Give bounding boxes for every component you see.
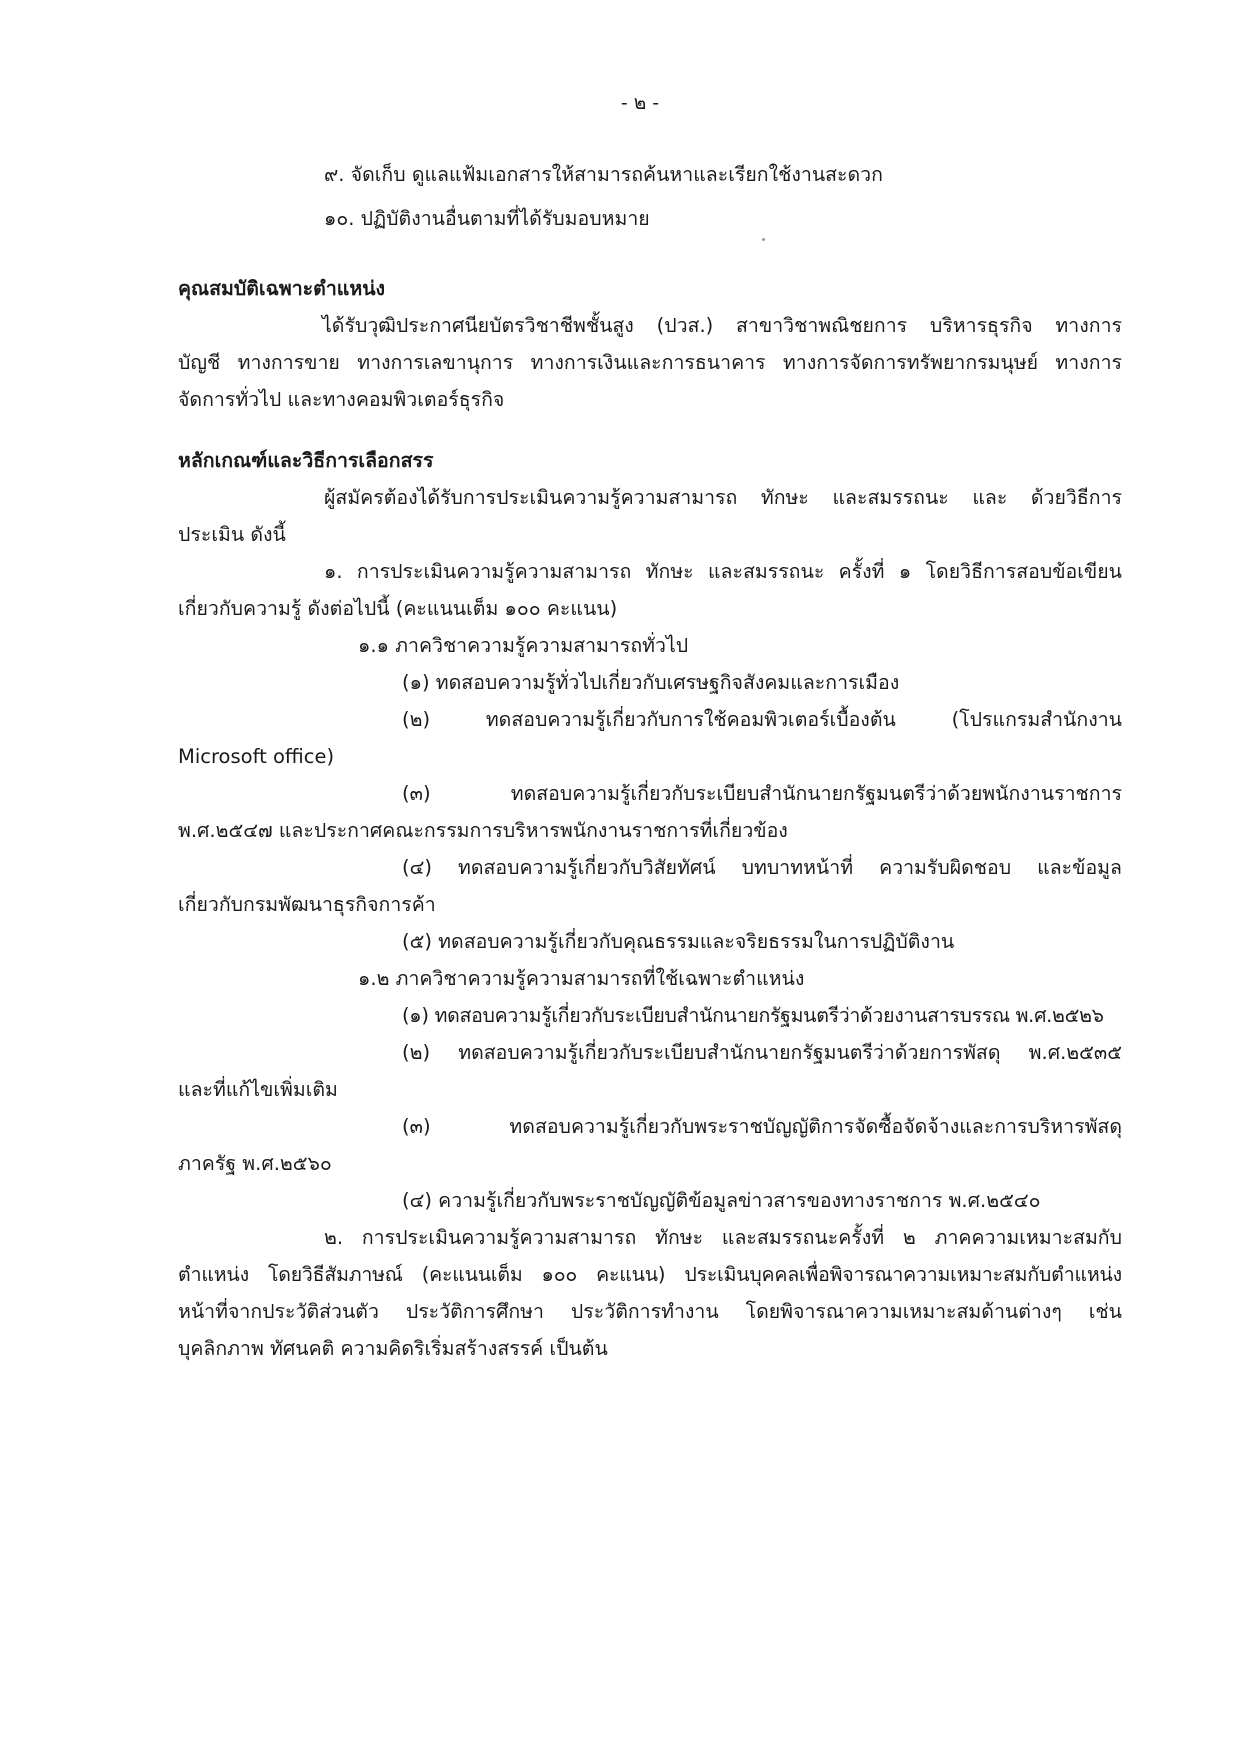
- section-1-2-item-3-line-1: (๓) ทดสอบความรู้เกี่ยวกับพระราชบัญญัติการจัดซื้อจัดจ้างและการบริหารพัสดุ: [402, 1115, 1122, 1138]
- part2-line-1: ๒. การประเมินความรู้ความสามารถ ทักษะ และสมรรถนะครั้งที่ ๒ ภาคความเหมาะสมกับ: [324, 1226, 1122, 1249]
- part1-line-1: ๑. การประเมินความรู้ความสามารถ ทักษะ และสมรรถนะ ครั้งที่ ๑ โดยวิธีการสอบข้อเขียน: [324, 560, 1122, 583]
- qualifications-heading: คุณสมบัติเฉพาะตำแหน่ง: [178, 277, 386, 300]
- section-1-2-item-3-line-2: ภาครัฐ พ.ศ.๒๕๖๐: [178, 1152, 332, 1175]
- selection-intro-line-1: ผู้สมัครต้องได้รับการประเมินความรู้ความสามารถ ทักษะ และสมรรถนะ และ ด้วยวิธีการ: [324, 486, 1122, 509]
- scan-speck: [762, 238, 765, 241]
- section-1-1-item-5: (๕) ทดสอบความรู้เกี่ยวกับคุณธรรมและจริยธรรมในการปฏิบัติงาน: [402, 930, 955, 953]
- section-1-1-title: ๑.๑ ภาควิชาความรู้ความสามารถทั่วไป: [358, 634, 689, 657]
- section-1-1-item-2-line-1: (๒) ทดสอบความรู้เกี่ยวกับการใช้คอมพิวเตอร์เบื้องต้น (โปรแกรมสำนักงาน: [402, 708, 1122, 731]
- section-1-1-item-4-line-1: (๔) ทดสอบความรู้เกี่ยวกับวิสัยทัศน์ บทบาทหน้าที่ ความรับผิดชอบ และข้อมูล: [402, 856, 1122, 879]
- section-1-2-item-2-line-1: (๒) ทดสอบความรู้เกี่ยวกับระเบียบสำนักนายกรัฐมนตรีว่าด้วยการพัสดุ พ.ศ.๒๕๓๕: [402, 1041, 1122, 1064]
- part2-line-2: ตำแหน่ง โดยวิธีสัมภาษณ์ (คะแนนเต็ม ๑๐๐ คะแนน) ประเมินบุคคลเพื่อพิจารณาความเหมาะสมกับตำแหน่ง: [178, 1263, 1122, 1286]
- section-1-1-item-3-line-1: (๓) ทดสอบความรู้เกี่ยวกับระเบียบสำนักนายกรัฐมนตรีว่าด้วยพนักงานราชการ: [402, 782, 1122, 805]
- section-1-1-item-2-line-2: Microsoft office): [178, 745, 335, 768]
- qualifications-line-1: ได้รับวุฒิประกาศนียบัตรวิชาชีพชั้นสูง (ปวส.) สาขาวิชาพณิชยการ บริหารธุรกิจ ทางการ: [322, 314, 1122, 337]
- selection-heading: หลักเกณฑ์และวิธีการเลือกสรร: [178, 449, 434, 472]
- section-1-2-title: ๑.๒ ภาควิชาความรู้ความสามารถที่ใช้เฉพาะตำแหน่ง: [358, 967, 805, 990]
- section-1-2-item-1: (๑) ทดสอบความรู้เกี่ยวกับระเบียบสำนักนายกรัฐมนตรีว่าด้วยงานสารบรรณ พ.ศ.๒๕๒๖: [402, 1004, 1104, 1027]
- section-1-2-item-4: (๔) ความรู้เกี่ยวกับพระราชบัญญัติข้อมูลข่าวสารของทางราชการ พ.ศ.๒๕๔๐: [402, 1189, 1041, 1212]
- qualifications-line-2: บัญชี ทางการขาย ทางการเลขานุการ ทางการเงินและการธนาคาร ทางการจัดการทรัพยากรมนุษย์ ทางการ: [178, 351, 1122, 374]
- duty-item-10: ๑๐. ปฏิบัติงานอื่นตามที่ได้รับมอบหมาย: [324, 207, 650, 230]
- duty-item-9: ๙. จัดเก็บ ดูแลแฟ้มเอกสารให้สามารถค้นหาและเรียกใช้งานสะดวก: [324, 163, 883, 186]
- selection-intro-line-2: ประเมิน ดังนี้: [178, 523, 286, 546]
- part2-line-4: บุคลิกภาพ ทัศนคติ ความคิดริเริ่มสร้างสรรค์ เป็นต้น: [178, 1337, 608, 1360]
- part2-line-3: หน้าที่จากประวัติส่วนตัว ประวัติการศึกษา ประวัติการทำงาน โดยพิจารณาความเหมาะสมด้านต่างๆ เช่น: [178, 1300, 1122, 1323]
- section-1-1-item-4-line-2: เกี่ยวกับกรมพัฒนาธุรกิจการค้า: [178, 893, 436, 916]
- section-1-2-item-2-line-2: และที่แก้ไขเพิ่มเติม: [178, 1078, 338, 1101]
- section-1-1-item-3-line-2: พ.ศ.๒๕๔๗ และประกาศคณะกรรมการบริหารพนักงานราชการที่เกี่ยวข้อง: [178, 819, 788, 842]
- page-number: - ๒ -: [620, 92, 660, 114]
- qualifications-line-3: จัดการทั่วไป และทางคอมพิวเตอร์ธุรกิจ: [178, 388, 505, 411]
- section-1-1-item-1: (๑) ทดสอบความรู้ทั่วไปเกี่ยวกับเศรษฐกิจสังคมและการเมือง: [402, 671, 900, 694]
- part1-line-2: เกี่ยวกับความรู้ ดังต่อไปนี้ (คะแนนเต็ม ๑๐๐ คะแนน): [178, 597, 618, 620]
